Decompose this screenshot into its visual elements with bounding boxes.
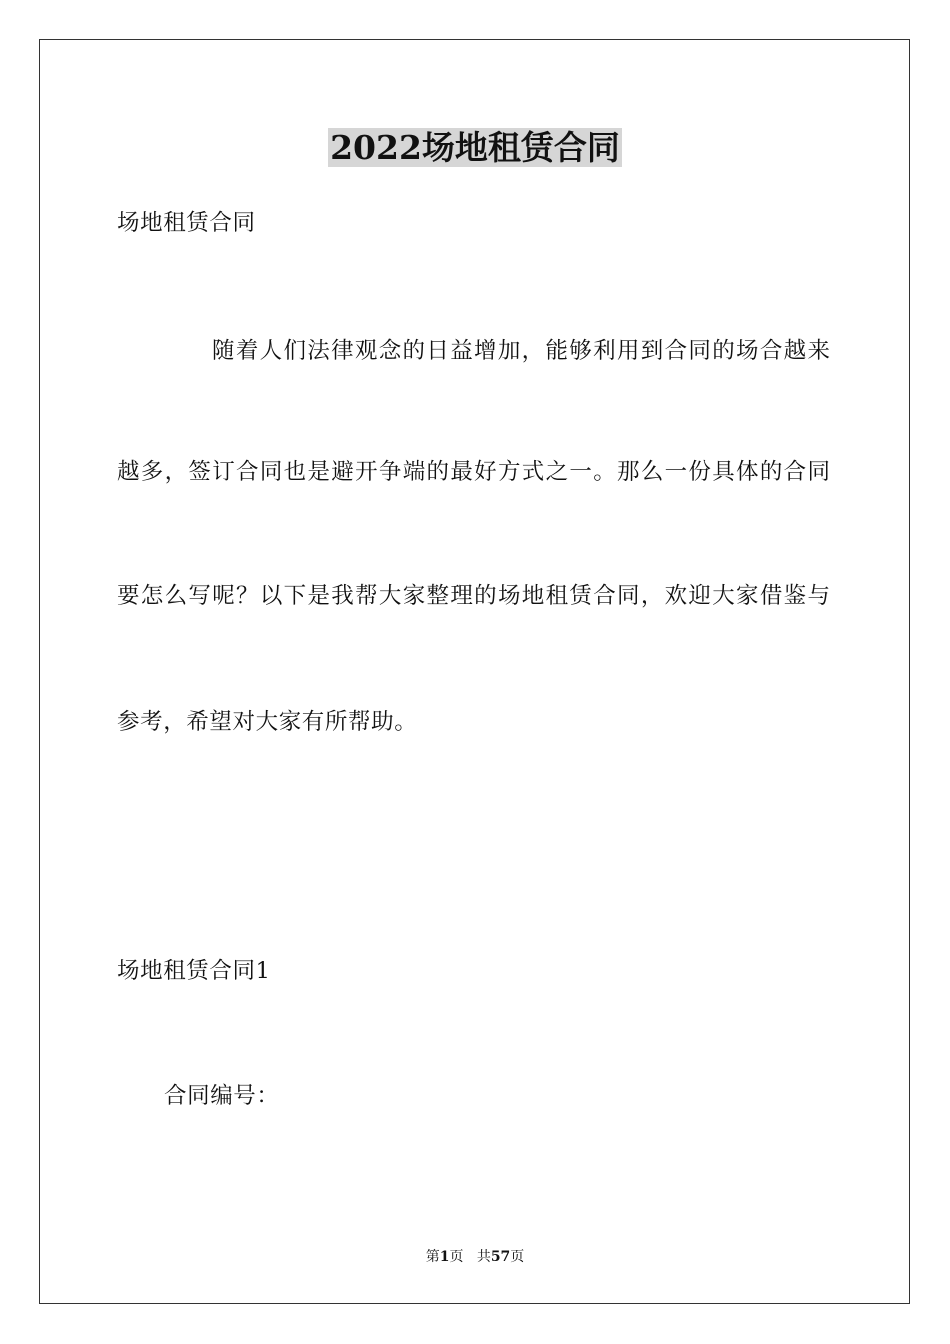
intro-line-4: 参考，希望对大家有所帮助。 <box>117 709 418 735</box>
footer-page-prefix: 第 <box>425 1249 440 1265</box>
contract-number-label: 合同编号： <box>164 1083 280 1109</box>
footer-total-prefix: 共 <box>476 1249 491 1265</box>
document-subtitle: 场地租赁合同 <box>117 210 256 236</box>
section-heading: 场地租赁合同1 <box>117 958 271 984</box>
document-title <box>0 124 950 172</box>
intro-line-2: 越多，签订合同也是避开争端的最好方式之一。那么一份具体的合同 <box>117 459 830 485</box>
footer-page-suffix: 页 <box>449 1249 464 1265</box>
intro-line-1: 随着人们法律观念的日益增加，能够利用到合同的场合越来 <box>212 338 830 364</box>
footer-total-suffix: 页 <box>510 1249 525 1265</box>
page-footer <box>0 1247 950 1267</box>
document-title-text: 2022场地租赁合同 <box>330 128 620 167</box>
footer-page-current: 1 <box>439 1249 450 1265</box>
footer-page-total: 57 <box>490 1249 511 1265</box>
intro-line-3: 要怎么写呢？以下是我帮大家整理的场地租赁合同，欢迎大家借鉴与 <box>117 583 830 609</box>
